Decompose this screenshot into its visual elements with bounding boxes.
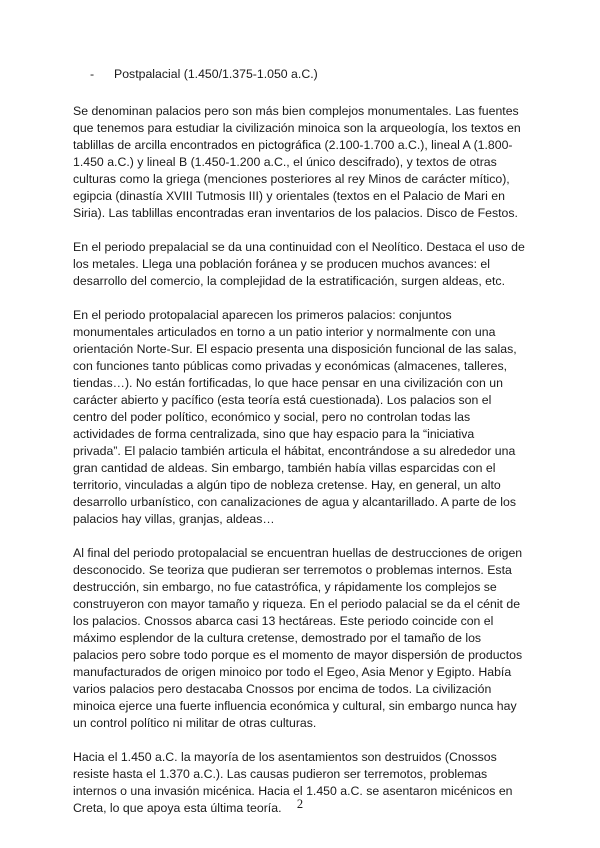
bullet-item (90, 66, 525, 83)
bullet-dash: - (90, 67, 95, 81)
document-page (73, 66, 525, 834)
bullet-text: Postpalacial (1.450/1.375-1.050 a.C.) (114, 67, 318, 81)
paragraph-sources: Se denominan palacios pero son más bien complejos monumentales. Las fuentes que tenemos para estudiar la civilización minoica son la arqueología, los textos en tablillas de arcilla encontrados en pictográfica (2.100-1.700 a.C.), lineal A (1.800-1.450 a.C.) y lineal B (1.450-1.200 a.C., el único descifrado), y textos de otras culturas como la griega (menciones posteriores al rey Minos de carácter mítico), egipcia (dinastía XVIII Tutmosis III) y orientales (textos en el Palacio de Mari en Siria). Las tablillas encontradas eran inventarios de los palacios. Disco de Festos. (73, 104, 521, 220)
paragraph-protopalatial: En el periodo protopalacial aparecen los primeros palacios: conjuntos monumentales articulados en torno a un patio interior y normalmente con una orientación Norte-Sur. El espacio presenta una disposición funcional de las salas, con funciones tanto públicas como privadas y económicas (almacenes, talleres, tiendas…). No están fortificadas, lo que hace pensar en una civilización con un carácter abierto y pacífico (esta teoría está cuestionada). Los palacios son el centro del poder político, económico y social, pero no controlan todas las actividades de forma centralizada, sino que hay espacio para la “iniciativa privada”. El palacio también articula el hábitat, encontrándose a su alrededor una gran cantidad de aldeas. Sin embargo, también había villas esparcidas con el territorio, vinculadas a algún tipo de nobleza cretense. Hay, en general, un alto desarrollo urbanístico, con canalizaciones de agua y alcantarillado. A parte de los palacios hay villas, granjas, aldeas… (73, 308, 517, 526)
page-number: 2 (296, 797, 304, 811)
paragraph-destruction: Hacia el 1.450 a.C. la mayoría de los asentamientos son destruidos (Cnossos resiste hasta el 1.370 a.C.). Las causas pudieron ser terremotos, problemas internos o una invasión micénica. Hacia el 1.450 a.C. se asentaron micénicos en Creta, lo que apoya esta última teoría. (73, 750, 513, 815)
paragraph-prepalatial: En el periodo prepalacial se da una continuidad con el Neolítico. Destaca el uso de los metales. Llega una población foránea y se producen muchos avances: el desarrollo del comercio, la complejidad de la estratificación, surgen aldeas, etc. (73, 240, 525, 288)
paragraph-palatial: Al final del periodo protopalacial se encuentran huellas de destrucciones de origen desconocido. Se teoriza que pudieran ser terremotos o problemas internos. Esta destrucción, sin embargo, no fue catastrófica, y rápidamente los complejos se construyeron con mayor tamaño y riqueza. En el periodo palacial se da el cénit de los palacios. Cnossos abarca casi 13 hectáreas. Este periodo coincide con el máximo esplendor de la cultura cretense, demostrado por el tamaño de los palacios pero sobre todo porque es el momento de mayor dispersión de productos manufacturados de origen minoico por todo el Egeo, Asia Menor y Egipto. Había varios palacios pero destacaba Cnossos por encima de todos. La civilización minoica ejerce una fuerte influencia económica y cultural, sin embargo nunca hay un control político ni militar de otras culturas. (73, 546, 523, 730)
